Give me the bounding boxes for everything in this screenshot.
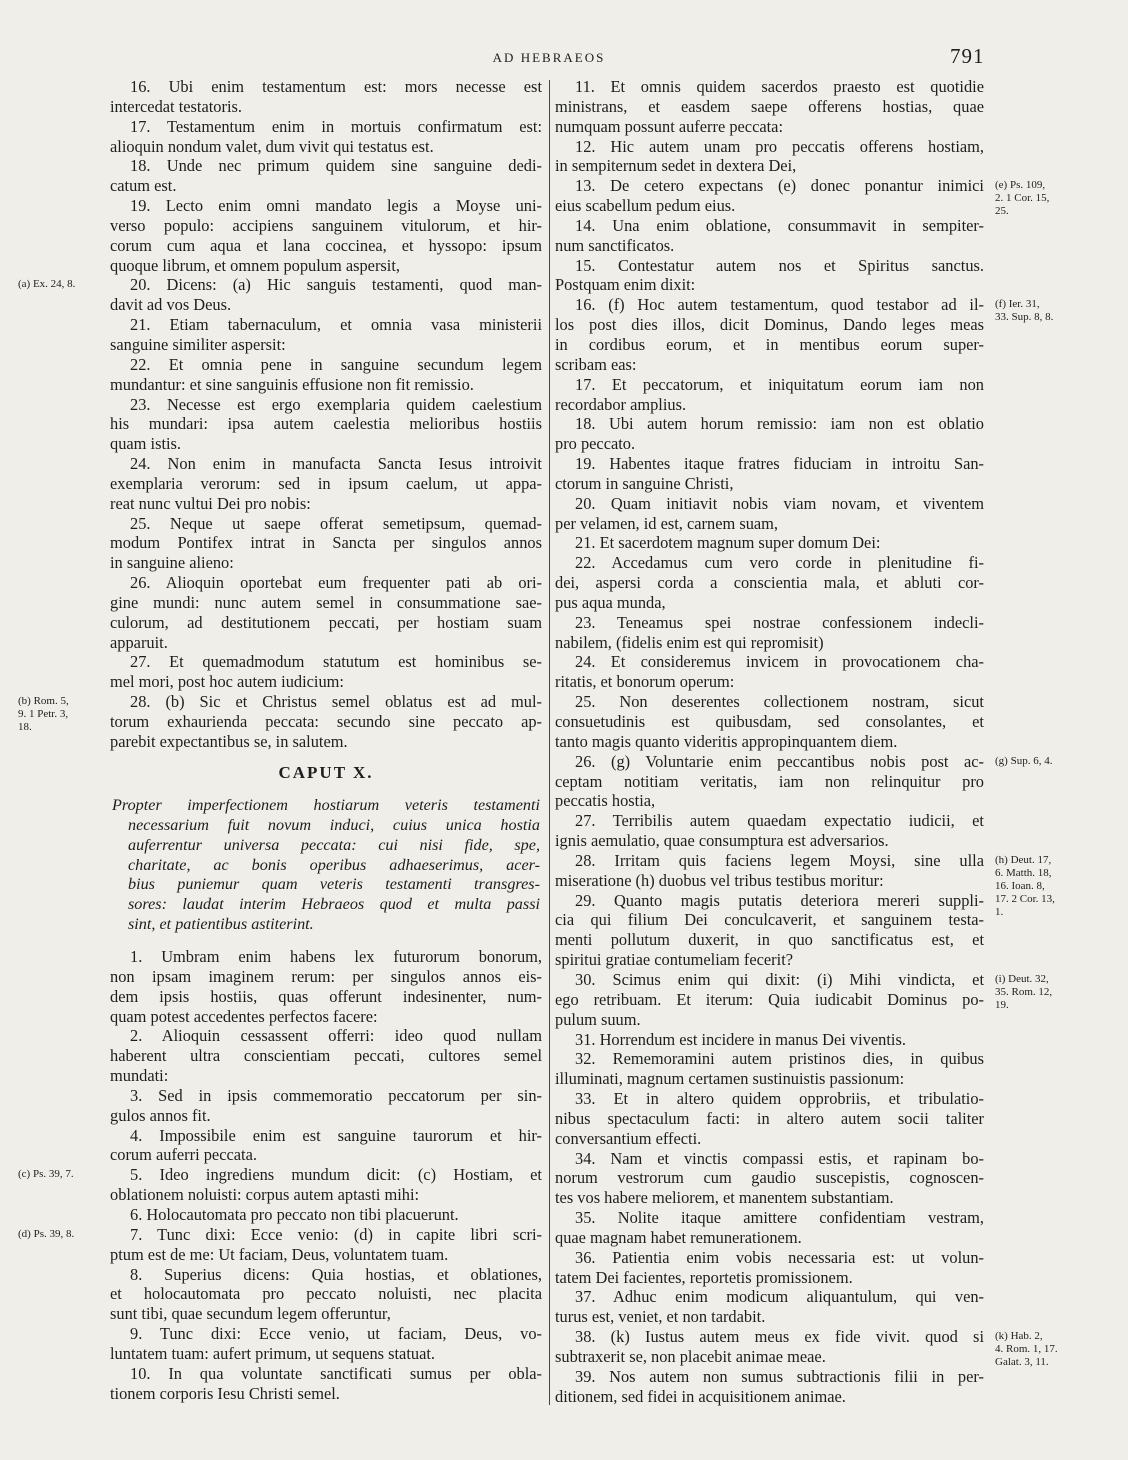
margin-note <box>995 179 1049 218</box>
margin-note-line: 35. Rom. 12, <box>995 985 1053 998</box>
verse <box>110 315 542 355</box>
verse-line: 4. Impossibile enim est sanguine taurorum et hir- <box>130 1125 542 1145</box>
verse <box>555 969 1053 1030</box>
verse <box>555 1089 984 1149</box>
verse <box>110 1086 542 1126</box>
margin-note-line: (c) Ps. 39, 7. <box>18 1168 74 1181</box>
verse-line: in sanguine alieno: <box>110 553 234 573</box>
verse <box>555 1367 984 1407</box>
verse-line: 9. Tunc dixi: Ecce venio, ut faciam, Deus, vo- <box>130 1324 542 1344</box>
verse-line: culorum, ad destitutionem peccati, per hostiam suam <box>110 612 542 632</box>
margin-note-line: (a) Ex. 24, 8. <box>18 278 76 291</box>
verse-line: in cordibus eorum, et in mentibus eorum super- <box>555 334 984 354</box>
verse <box>110 1324 542 1364</box>
verse-line: 19. Lecto enim omni mandato legis a Moyse uni- <box>130 196 542 216</box>
summary-line: Propter imperfectionem hostiarum veteris testamenti <box>112 796 540 814</box>
verse-line: torum exhaurienda peccata: secundo sine peccato ap- <box>110 712 542 731</box>
verse-line: 18. Ubi autem horum remissio: iam non est oblatio <box>575 414 984 434</box>
verse-line: pulum suum. <box>555 1009 641 1029</box>
verse-line: 17. Et peccatorum, et iniquitatum eorum iam non <box>575 374 984 394</box>
verse-line: 21. Etiam tabernaculum, et omnia vasa ministerii <box>130 315 542 335</box>
verse-line: 15. Contestatur autem nos et Spiritus sanctus. <box>575 255 984 275</box>
verse <box>555 1049 984 1089</box>
verse-line: 33. Et in altero quidem opprobriis, et tribulatio- <box>575 1089 984 1109</box>
verse-line: ptum est de me: Ut faciam, Deus, voluntatem tuam. <box>110 1244 449 1264</box>
verse <box>110 573 542 652</box>
verse-line: ritatis, et bonorum operum: <box>555 672 735 692</box>
margin-note <box>995 854 1055 919</box>
verse-line: 29. Quanto magis putatis deteriora mereri suppli- <box>575 890 984 910</box>
verse-line: luntatem tuam: aufert primum, ut sequens statuat. <box>110 1343 436 1363</box>
verse <box>110 652 542 692</box>
verse-line: 23. Teneamus spei nostrae confessionem indecli- <box>575 612 984 632</box>
verse-line: 30. Scimus enim qui dixit: (i) Mihi vindicta, et <box>575 969 984 989</box>
verse <box>555 1149 984 1209</box>
verse-line: pus aqua munda, <box>555 592 666 612</box>
summary-line: necessarium fuit novum induci, cuius unica hostia <box>128 815 540 834</box>
verse-line: ceptam notitiam veritatis, iam non relinquitur pro <box>555 771 984 791</box>
verse-line: eius scabellum pedum eius. <box>555 196 736 216</box>
verse-line: gine mundi: nunc autem semel in consummatione sae- <box>110 592 542 612</box>
verse-line: parebit expectantibus se, in salutem. <box>110 731 348 751</box>
verse-line: 2. Alioquin cessassent offerri: ideo quod nullam <box>130 1026 542 1046</box>
margin-note-line: (f) Ier. 31, <box>995 298 1040 311</box>
verse-line: non ipsam imaginem rerum: per singulos annos eis- <box>110 966 542 986</box>
margin-note-line: (d) Ps. 39, 8. <box>18 1227 75 1240</box>
verse-line: conversantium effecti. <box>555 1128 702 1148</box>
margin-note-line: (b) Rom. 5, <box>18 695 69 708</box>
verse-line: quae magnam habet remunerationem. <box>555 1227 802 1247</box>
margin-note-line: 9. 1 Petr. 3, <box>18 708 69 721</box>
verse-line: his mundari: ipsa autem caelestia melioribus hostiis <box>110 414 542 434</box>
running-title: AD HEBRAEOS <box>492 50 606 65</box>
verse <box>110 1265 542 1325</box>
margin-note-line: 25. <box>995 205 1009 218</box>
verse-line: 18. Unde nec primum quidem sine sanguine dedi- <box>130 156 542 176</box>
verse <box>555 494 984 534</box>
verse-line: 16. (f) Hoc autem testamentum, quod testabor ad il- <box>575 295 984 315</box>
verse-line: exemplaria verorum: sed in ipsum caelum, ut appa- <box>110 473 542 493</box>
verse-line: ministrans, et easdem saepe offerens hostias, quae <box>555 96 984 116</box>
verse-line: menti pollutum duxerit, in quo sanctificatus est, et <box>555 930 984 950</box>
verse-line: 26. (g) Voluntarie enim peccantibus nobis post ac- <box>575 751 984 771</box>
summary-line: charitate, ac bonis operibus adhaeserimus, acer- <box>128 855 540 874</box>
verse-line: 31. Horrendum est incidere in manus Dei viventis. <box>575 1029 906 1049</box>
column-divider <box>549 80 550 1405</box>
verse-line: 12. Hic autem unam pro peccatis offerens hostiam, <box>575 136 984 156</box>
verse-line: num sanctificatos. <box>555 235 675 255</box>
verse-line: et holocautomata pro peccato noluisti, nec placita <box>110 1284 542 1304</box>
verse-line: gulos annos fit. <box>110 1105 211 1125</box>
verse-line: 10. In qua voluntate sanctificati sumus per obla- <box>130 1363 542 1383</box>
verse-line: cia qui filium Dei conculcaverit, et sanguinem testa- <box>555 910 984 930</box>
margin-note-line: 33. Sup. 8, 8. <box>995 311 1054 324</box>
margin-note-line: 16. Ioan. 8, <box>995 879 1045 892</box>
verse-line: reat nunc vultui Dei pro nobis: <box>110 493 311 513</box>
verse-line: peccatis hostia, <box>555 791 656 811</box>
verse <box>555 1327 1058 1369</box>
verse-line: davit ad vos Deus. <box>110 295 232 315</box>
verse-line: nibus spectaculum facti: in altero autem socii taliter <box>555 1108 984 1128</box>
verse-line: numquam possunt auferre peccata: <box>555 116 784 136</box>
margin-note <box>995 973 1052 1012</box>
verse-line: quam potest accedentes perfectos facere: <box>110 1006 378 1026</box>
margin-note-line: 1. <box>995 905 1004 918</box>
verse-line: ctorum in sanguine Christi, <box>555 473 734 493</box>
verse-line: consuetudinis est quibusdam, sed consolantes, et <box>555 712 984 731</box>
verse-line: tes vos habere meliorem, et manentem substantiam. <box>555 1188 894 1208</box>
verse <box>110 1364 542 1404</box>
verse-line: recordabor amplius. <box>555 394 687 414</box>
verse-line: tionem corporis Iesu Christi semel. <box>110 1383 340 1403</box>
verse <box>555 811 984 851</box>
margin-note-line: (e) Ps. 109, <box>995 179 1046 192</box>
verse <box>555 216 984 256</box>
verse-line: 23. Necesse est ergo exemplaria quidem caelestium <box>130 394 542 414</box>
verse-line: per velamen, id est, carnem suam, <box>555 513 779 533</box>
left-column-bottom <box>18 947 542 1403</box>
verse <box>555 454 984 494</box>
right-column <box>555 77 1058 1407</box>
verse <box>110 355 542 395</box>
verse-line: 20. Quam initiavit nobis viam novam, et viventem <box>575 493 984 513</box>
margin-note-line: (i) Deut. 32, <box>995 972 1049 985</box>
margin-note-line: 6. Matth. 18, <box>995 866 1052 879</box>
margin-note <box>995 755 1052 768</box>
verse-line: 38. (k) Iustus autem meus ex fide vivit. quod si <box>575 1327 984 1347</box>
verse-line: quoque librum, et omnem populum aspersit, <box>110 255 400 275</box>
margin-note-line: 17. 2 Cor. 13, <box>995 892 1055 905</box>
verse <box>555 553 984 613</box>
margin-note-line: 18. <box>18 721 32 734</box>
verse-line: modum Pontifex intrat in Sancta per singulos annos <box>110 533 542 553</box>
verse-line: 8. Superius dicens: Quia hostias, et oblationes, <box>130 1264 542 1284</box>
verse-line: 11. Et omnis quidem sacerdos praesto est quotidie <box>575 77 984 96</box>
verse-line: ignis aemulatio, quae consumptura est adversarios. <box>555 831 889 851</box>
margin-note <box>18 1228 74 1241</box>
verse-line: 28. Irritam quis faciens legem Moysi, sine ulla <box>575 850 984 870</box>
verse <box>18 1224 542 1265</box>
verse-line: ego retribuam. Et iterum: Quia iudicabit Dominus po- <box>555 989 984 1009</box>
verse <box>555 77 984 137</box>
verse-line: 20. Dicens: (a) Hic sanguis testamenti, quod man- <box>130 275 542 295</box>
verse <box>555 652 984 692</box>
verse-line: apparuit. <box>110 632 168 652</box>
summary-line: sores: laudat interim Hebraeos quod et multa passi <box>128 895 540 914</box>
verse-line: in sempiternum sedet in dextera Dei, <box>555 156 797 176</box>
verse-line: 37. Adhuc enim modicum aliquantulum, qui ven- <box>575 1287 984 1307</box>
margin-note <box>18 278 75 291</box>
verse-line: 32. Rememoramini autem pristinos dies, in quibus <box>575 1049 984 1069</box>
summary-line: sint, et patientibus astiterint. <box>128 915 314 934</box>
margin-note-line: 2. 1 Cor. 15, <box>995 192 1050 205</box>
verse-line: ditionem, sed fidei in acquisitionem animae. <box>555 1386 846 1406</box>
summary-line: bius puniemur quam veteris testamenti transgres- <box>128 875 540 894</box>
verse-line: turus est, veniet, et non tardabit. <box>555 1307 766 1327</box>
page-number: 791 <box>950 44 985 68</box>
verse-line: 34. Nam et vinctis compassi estis, et rapinam bo- <box>575 1148 984 1168</box>
verse-line: alioquin nondum valet, dum vivit qui testatus est. <box>110 136 434 156</box>
verse-line: norum vestrorum cum gaudio suscepistis, cognoscen- <box>555 1168 984 1188</box>
chapter-heading: CAPUT X. <box>278 763 374 782</box>
verse-line: dem ipsis hostiis, quas offerunt indesinenter, num- <box>110 986 542 1006</box>
verse-line: 39. Nos autem non sumus subtractionis filii in per- <box>575 1366 984 1386</box>
verse-line: mundati: <box>110 1066 169 1086</box>
verse-line: 35. Nolite itaque amittere confidentiam vestram, <box>575 1208 984 1228</box>
verse-line: dei, aspersi corda a conscientia mala, et abluti cor- <box>555 573 984 593</box>
margin-note <box>18 695 69 734</box>
verse-line: 26. Alioquin oportebat eum frequenter pati ab ori- <box>130 573 542 593</box>
verse-line: 22. Et omnia pene in sanguine secundum legem <box>130 354 542 374</box>
verse-line: 25. Neque ut saepe offerat semetipsum, quemad- <box>130 513 542 533</box>
margin-note-line: 4. Rom. 1, 17. <box>995 1343 1058 1356</box>
verse <box>110 1026 542 1086</box>
verse-line: 19. Habentes itaque fratres fiduciam in introitu San- <box>575 454 984 474</box>
verse-line: 7. Tunc dixi: Ecce venio: (d) in capite libri scri- <box>130 1224 542 1244</box>
verse <box>110 1126 542 1166</box>
verse <box>110 514 542 574</box>
verse-line: mundantur: et sine sanguinis effusione non fit remissio. <box>110 374 474 394</box>
margin-note-line: 19. <box>995 998 1009 1011</box>
verse-line: spiritui gratiae contumeliam fecerit? <box>555 950 794 970</box>
verse-line: tatem Dei facientes, reportetis promissionem. <box>555 1267 853 1287</box>
verse <box>18 275 542 315</box>
verse <box>555 751 1053 812</box>
verse <box>110 1205 542 1225</box>
verse <box>555 375 984 415</box>
verse <box>110 77 542 117</box>
verse-line: subtraxerit se, non placebit animae meae. <box>555 1347 826 1366</box>
verse <box>110 156 542 196</box>
verse <box>555 414 984 454</box>
verse <box>110 196 542 275</box>
verse-line: 24. Non enim in manufacta Sancta Iesus introivit <box>130 454 542 474</box>
margin-note-line: (h) Deut. 17, <box>995 853 1052 866</box>
verse-line: tanto magis quanto videritis appropinquantem diem. <box>555 731 898 751</box>
verse <box>555 1287 984 1327</box>
verse <box>555 692 984 752</box>
verse <box>110 395 542 455</box>
verse-line: nabilem, (fidelis enim est qui repromisit) <box>555 632 824 652</box>
verse <box>555 1248 984 1288</box>
verse <box>555 891 984 970</box>
verse-line: illuminati, magnum certamen sustinuistis passionum: <box>555 1069 905 1089</box>
verse-line: 25. Non deserentes collectionem nostram, sicut <box>575 692 984 712</box>
verse-line: 6. Holocautomata pro peccato non tibi placuerunt. <box>130 1204 459 1224</box>
verse-line: 3. Sed in ipsis commemoratio peccatorum per sin- <box>130 1085 542 1105</box>
verse-line: pro peccato. <box>555 434 636 454</box>
verse-line: verso populo: accipiens sanguinem vitulorum, et hir- <box>110 215 542 235</box>
verse-line: 24. Et consideremus invicem in provocationem cha- <box>575 652 984 672</box>
margin-note <box>18 1168 74 1181</box>
verse <box>555 256 984 296</box>
verse-line: 22. Accedamus cum vero corde in plenitudine fi- <box>575 553 984 573</box>
verse-line: 21. Et sacerdotem magnum super domum Dei: <box>575 533 881 553</box>
margin-note-line: (g) Sup. 6, 4. <box>995 754 1053 767</box>
verse <box>555 137 984 177</box>
verse-line: 16. Ubi enim testamentum est: mors necesse est <box>130 77 542 96</box>
margin-note-line: (k) Hab. 2, <box>995 1330 1043 1343</box>
verse-line: 27. Et quemadmodum statutum est hominibus se- <box>130 652 542 672</box>
verse-line: sunt tibi, quae secundum legem offeruntur, <box>110 1304 391 1324</box>
verse-line: miseratione (h) duobus vel tribus testibus moritur: <box>555 870 884 890</box>
verse <box>555 1208 984 1248</box>
verse <box>555 613 984 653</box>
verse <box>555 295 1054 374</box>
verse-line: corum cum aqua et lana coccinea, et hyssopo: ipsum <box>110 235 542 255</box>
verse-line: corum auferri peccata. <box>110 1145 257 1165</box>
verse-line: scribam eas: <box>555 354 637 374</box>
verse-line: catum est. <box>110 176 177 196</box>
verse <box>18 692 542 752</box>
verse-line: 5. Ideo ingrediens mundum dicit: (c) Hostiam, et <box>130 1165 542 1185</box>
verse <box>555 533 984 553</box>
verse <box>555 176 1050 218</box>
verse-line: mel mori, post hoc autem iudicium: <box>110 672 344 692</box>
chapter-summary <box>110 796 540 935</box>
verse-line: oblationem noluisti: corpus autem aptasti mihi: <box>110 1185 420 1205</box>
verse-line: 28. (b) Sic et Christus semel oblatus est ad mul- <box>130 692 542 712</box>
margin-note-line: Galat. 3, 11. <box>995 1356 1049 1369</box>
summary-line: auferrentur universa peccata: cui nisi fide, spe, <box>128 835 540 854</box>
verse-line: sanguine similiter aspersit: <box>110 334 286 354</box>
verse-line: haberent ultra conscientiam peccati, cultores semel <box>110 1046 542 1066</box>
left-column-top <box>18 77 542 752</box>
verse-line: Postquam enim dixit: <box>555 275 696 295</box>
verse-line: los post dies illos, dicit Dominus, Dando leges meas <box>555 315 984 335</box>
verse-line: 17. Testamentum enim in mortuis confirmatum est: <box>130 116 542 136</box>
verse <box>18 1165 542 1205</box>
verse-line: quam istis. <box>110 434 182 454</box>
verse-line: 36. Patientia enim vobis necessaria est: ut volun- <box>575 1247 984 1267</box>
verse <box>110 947 542 1026</box>
verse-line: 13. De cetero expectans (e) donec ponantur inimici <box>575 176 984 196</box>
verse <box>110 454 542 514</box>
verse-line: 1. Umbram enim habens lex futurorum bonorum, <box>130 947 542 966</box>
margin-note <box>995 298 1053 324</box>
verse <box>110 117 542 157</box>
margin-note <box>995 1330 1058 1369</box>
verse-line: 27. Terribilis autem quaedam expectatio iudicii, et <box>575 811 984 831</box>
verse-line: 14. Una enim oblatione, consummavit in sempiter- <box>575 215 984 235</box>
verse <box>555 1030 984 1050</box>
verse-line: intercedat testatoris. <box>110 96 242 116</box>
